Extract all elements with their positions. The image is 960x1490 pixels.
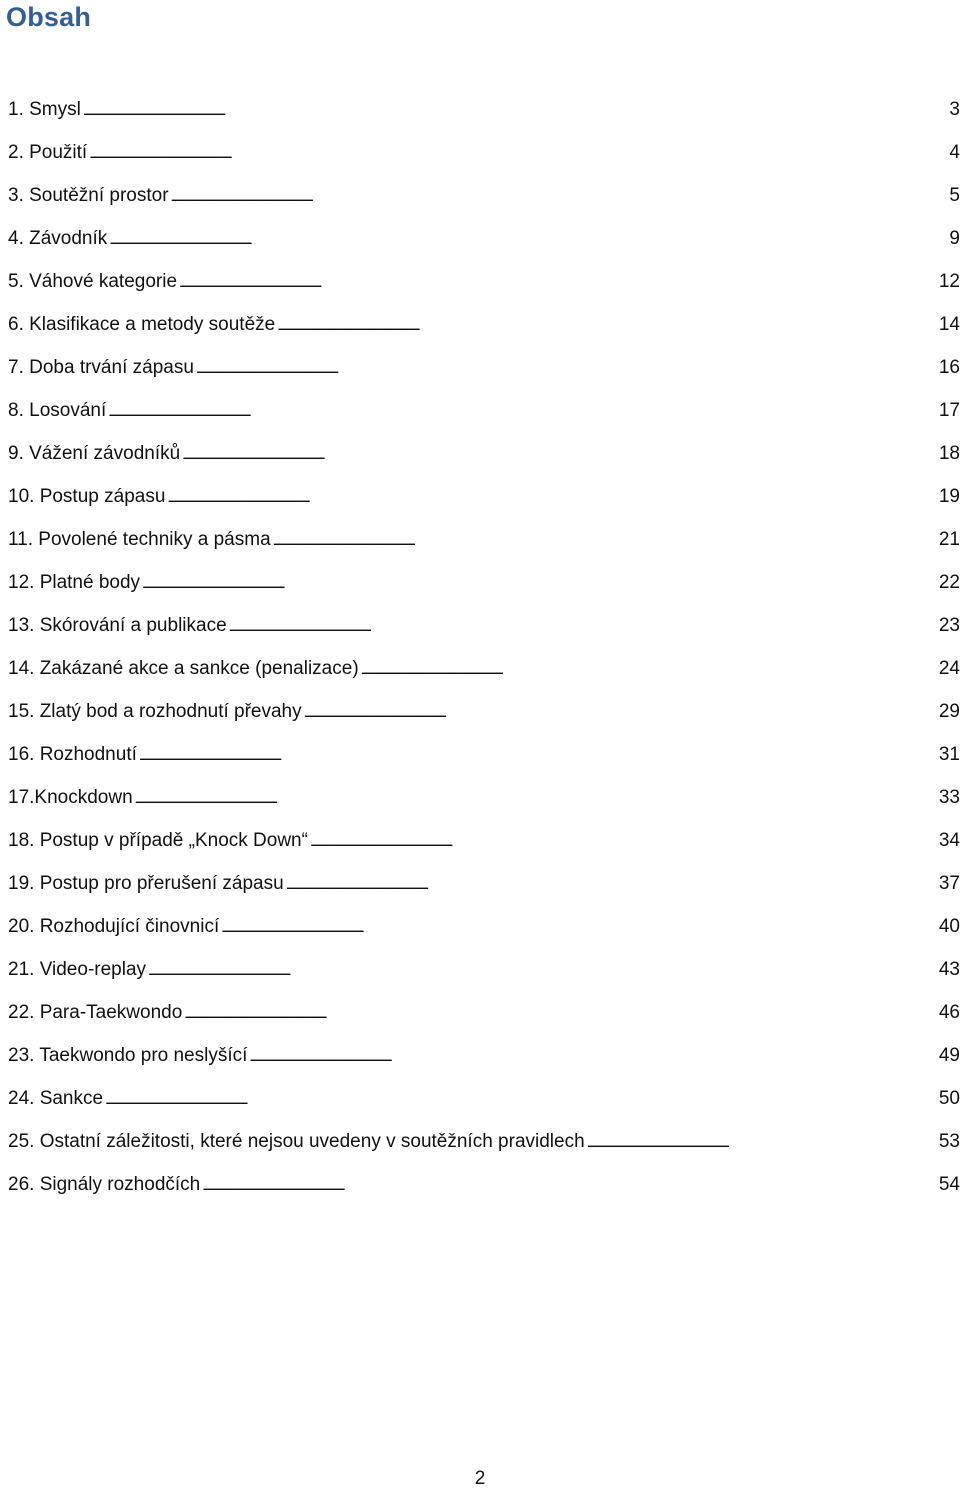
toc-entry-title: 6. Klasifikace a metody soutěže xyxy=(8,314,276,335)
toc-entry-page: 16 xyxy=(938,357,960,378)
toc-entry-page: 21 xyxy=(938,529,960,550)
toc-entry[interactable] xyxy=(8,991,960,1034)
toc-dot-leader xyxy=(221,905,935,949)
toc-dot-leader xyxy=(89,131,945,175)
toc-entry-page: 22 xyxy=(938,572,960,593)
toc-entry-page: 18 xyxy=(938,443,960,464)
toc-entry[interactable] xyxy=(8,948,960,991)
toc-dot-leader xyxy=(184,991,935,1035)
toc-entry-title: 22. Para-Taekwondo xyxy=(8,1002,183,1023)
toc-dot-leader xyxy=(249,1034,934,1078)
toc-entry-title: 1. Smysl xyxy=(8,99,81,120)
toc-dot-leader xyxy=(148,948,935,992)
toc-entry[interactable] xyxy=(8,303,960,346)
toc-dot-leader xyxy=(229,604,935,648)
toc-entry-page: 37 xyxy=(938,873,960,894)
toc-entry[interactable] xyxy=(8,604,960,647)
toc-entry[interactable] xyxy=(8,862,960,905)
toc-dot-leader xyxy=(273,518,935,562)
toc-entry-page: 5 xyxy=(949,185,960,206)
toc-dot-leader xyxy=(277,303,935,347)
toc-entry-title: 25. Ostatní záležitosti, které nejsou uvedeny v soutěžních pravidlech xyxy=(8,1131,585,1152)
toc-entry-title: 17.Knockdown xyxy=(8,787,133,808)
toc-dot-leader xyxy=(361,647,935,691)
toc-entry-title: 7. Doba trvání zápasu xyxy=(8,357,194,378)
toc-entry-page: 31 xyxy=(938,744,960,765)
toc-entry-page: 3 xyxy=(949,99,960,120)
toc-entry-title: 3. Soutěžní prostor xyxy=(8,185,169,206)
toc-entry[interactable] xyxy=(8,174,960,217)
toc-dot-leader xyxy=(587,1120,935,1164)
toc-dot-leader xyxy=(310,819,935,863)
toc-entry-page: 4 xyxy=(949,142,960,163)
toc-dot-leader xyxy=(286,862,935,906)
toc-entry[interactable] xyxy=(8,1034,960,1077)
toc-entry-title: 18. Postup v případě „Knock Down“ xyxy=(8,830,308,851)
toc-entry-title: 14. Zakázané akce a sankce (penalizace) xyxy=(8,658,359,679)
toc-entry-page: 53 xyxy=(938,1131,960,1152)
toc-entry-page: 19 xyxy=(938,486,960,507)
toc-dot-leader xyxy=(109,217,945,261)
toc-entry-page: 40 xyxy=(938,916,960,937)
toc-entry[interactable] xyxy=(8,1120,960,1163)
toc-entry-title: 4. Závodník xyxy=(8,228,108,249)
toc-entry[interactable] xyxy=(8,389,960,432)
toc-dot-leader xyxy=(171,174,946,218)
toc-entry-page: 43 xyxy=(938,959,960,980)
toc-entry-title: 20. Rozhodující činovnicí xyxy=(8,916,220,937)
toc-entry-title: 5. Váhové kategorie xyxy=(8,271,178,292)
toc-entry[interactable] xyxy=(8,260,960,303)
page-title: Obsah xyxy=(6,2,92,32)
toc-entry[interactable] xyxy=(8,475,960,518)
toc-entry[interactable] xyxy=(8,561,960,604)
toc-entry-page: 14 xyxy=(938,314,960,335)
toc-entry[interactable] xyxy=(8,1163,960,1206)
toc-entry[interactable] xyxy=(8,905,960,948)
toc-entry-title: 21. Video-replay xyxy=(8,959,147,980)
toc-entry-page: 49 xyxy=(938,1045,960,1066)
toc-dot-leader xyxy=(304,690,935,734)
toc-entry-page: 12 xyxy=(938,271,960,292)
toc-entry[interactable] xyxy=(8,647,960,690)
toc-entry-page: 24 xyxy=(938,658,960,679)
toc-dot-leader xyxy=(135,776,935,820)
toc-entry-title: 24. Sankce xyxy=(8,1088,104,1109)
toc-dot-leader xyxy=(108,389,935,433)
toc-entry-title: 10. Postup zápasu xyxy=(8,486,166,507)
toc-dot-leader xyxy=(139,733,935,777)
toc-entry-page: 29 xyxy=(938,701,960,722)
toc-entry-page: 17 xyxy=(938,400,960,421)
toc-entry[interactable] xyxy=(8,733,960,776)
toc-entry[interactable] xyxy=(8,88,960,131)
toc-entry-title: 13. Skórování a publikace xyxy=(8,615,227,636)
toc-entry-title: 11. Povolené techniky a pásma xyxy=(8,529,271,550)
toc-dot-leader xyxy=(182,432,935,476)
toc-entry-page: 34 xyxy=(938,830,960,851)
toc-entry[interactable] xyxy=(8,518,960,561)
toc-entry-title: 9. Vážení závodníků xyxy=(8,443,181,464)
toc-entry[interactable] xyxy=(8,346,960,389)
toc-entry-title: 19. Postup pro přerušení zápasu xyxy=(8,873,284,894)
page-number: 2 xyxy=(474,1468,486,1489)
toc-entry-title: 23. Taekwondo pro neslyšící xyxy=(8,1045,248,1066)
toc-entry-page: 54 xyxy=(938,1174,960,1195)
toc-dot-leader xyxy=(142,561,935,605)
toc-entry[interactable] xyxy=(8,776,960,819)
toc-entry[interactable] xyxy=(8,1077,960,1120)
toc-entry[interactable] xyxy=(8,690,960,733)
toc-entry[interactable] xyxy=(8,131,960,174)
toc-entry-title: 2. Použití xyxy=(8,142,88,163)
toc-dot-leader xyxy=(179,260,935,304)
toc-entry-page: 9 xyxy=(949,228,960,249)
toc-entry-page: 33 xyxy=(938,787,960,808)
toc-entry[interactable] xyxy=(8,432,960,475)
toc-entry-title: 15. Zlatý bod a rozhodnutí převahy xyxy=(8,701,302,722)
toc-entry-title: 12. Platné body xyxy=(8,572,141,593)
toc-dot-leader xyxy=(196,346,935,390)
toc-entry-title: 16. Rozhodnutí xyxy=(8,744,137,765)
toc-entry-page: 46 xyxy=(938,1002,960,1023)
toc-dot-leader xyxy=(105,1077,935,1121)
toc-dot-leader xyxy=(83,88,946,132)
toc-entry-page: 50 xyxy=(938,1088,960,1109)
toc-dot-leader xyxy=(167,475,934,519)
toc-entry-page: 23 xyxy=(938,615,960,636)
toc-entry-title: 8. Losování xyxy=(8,400,107,421)
toc-entry[interactable] xyxy=(8,819,960,862)
toc-entry-title: 26. Signály rozhodčích xyxy=(8,1174,201,1195)
toc-entry[interactable] xyxy=(8,217,960,260)
toc-dot-leader xyxy=(202,1163,935,1207)
table-of-contents xyxy=(8,88,960,1206)
